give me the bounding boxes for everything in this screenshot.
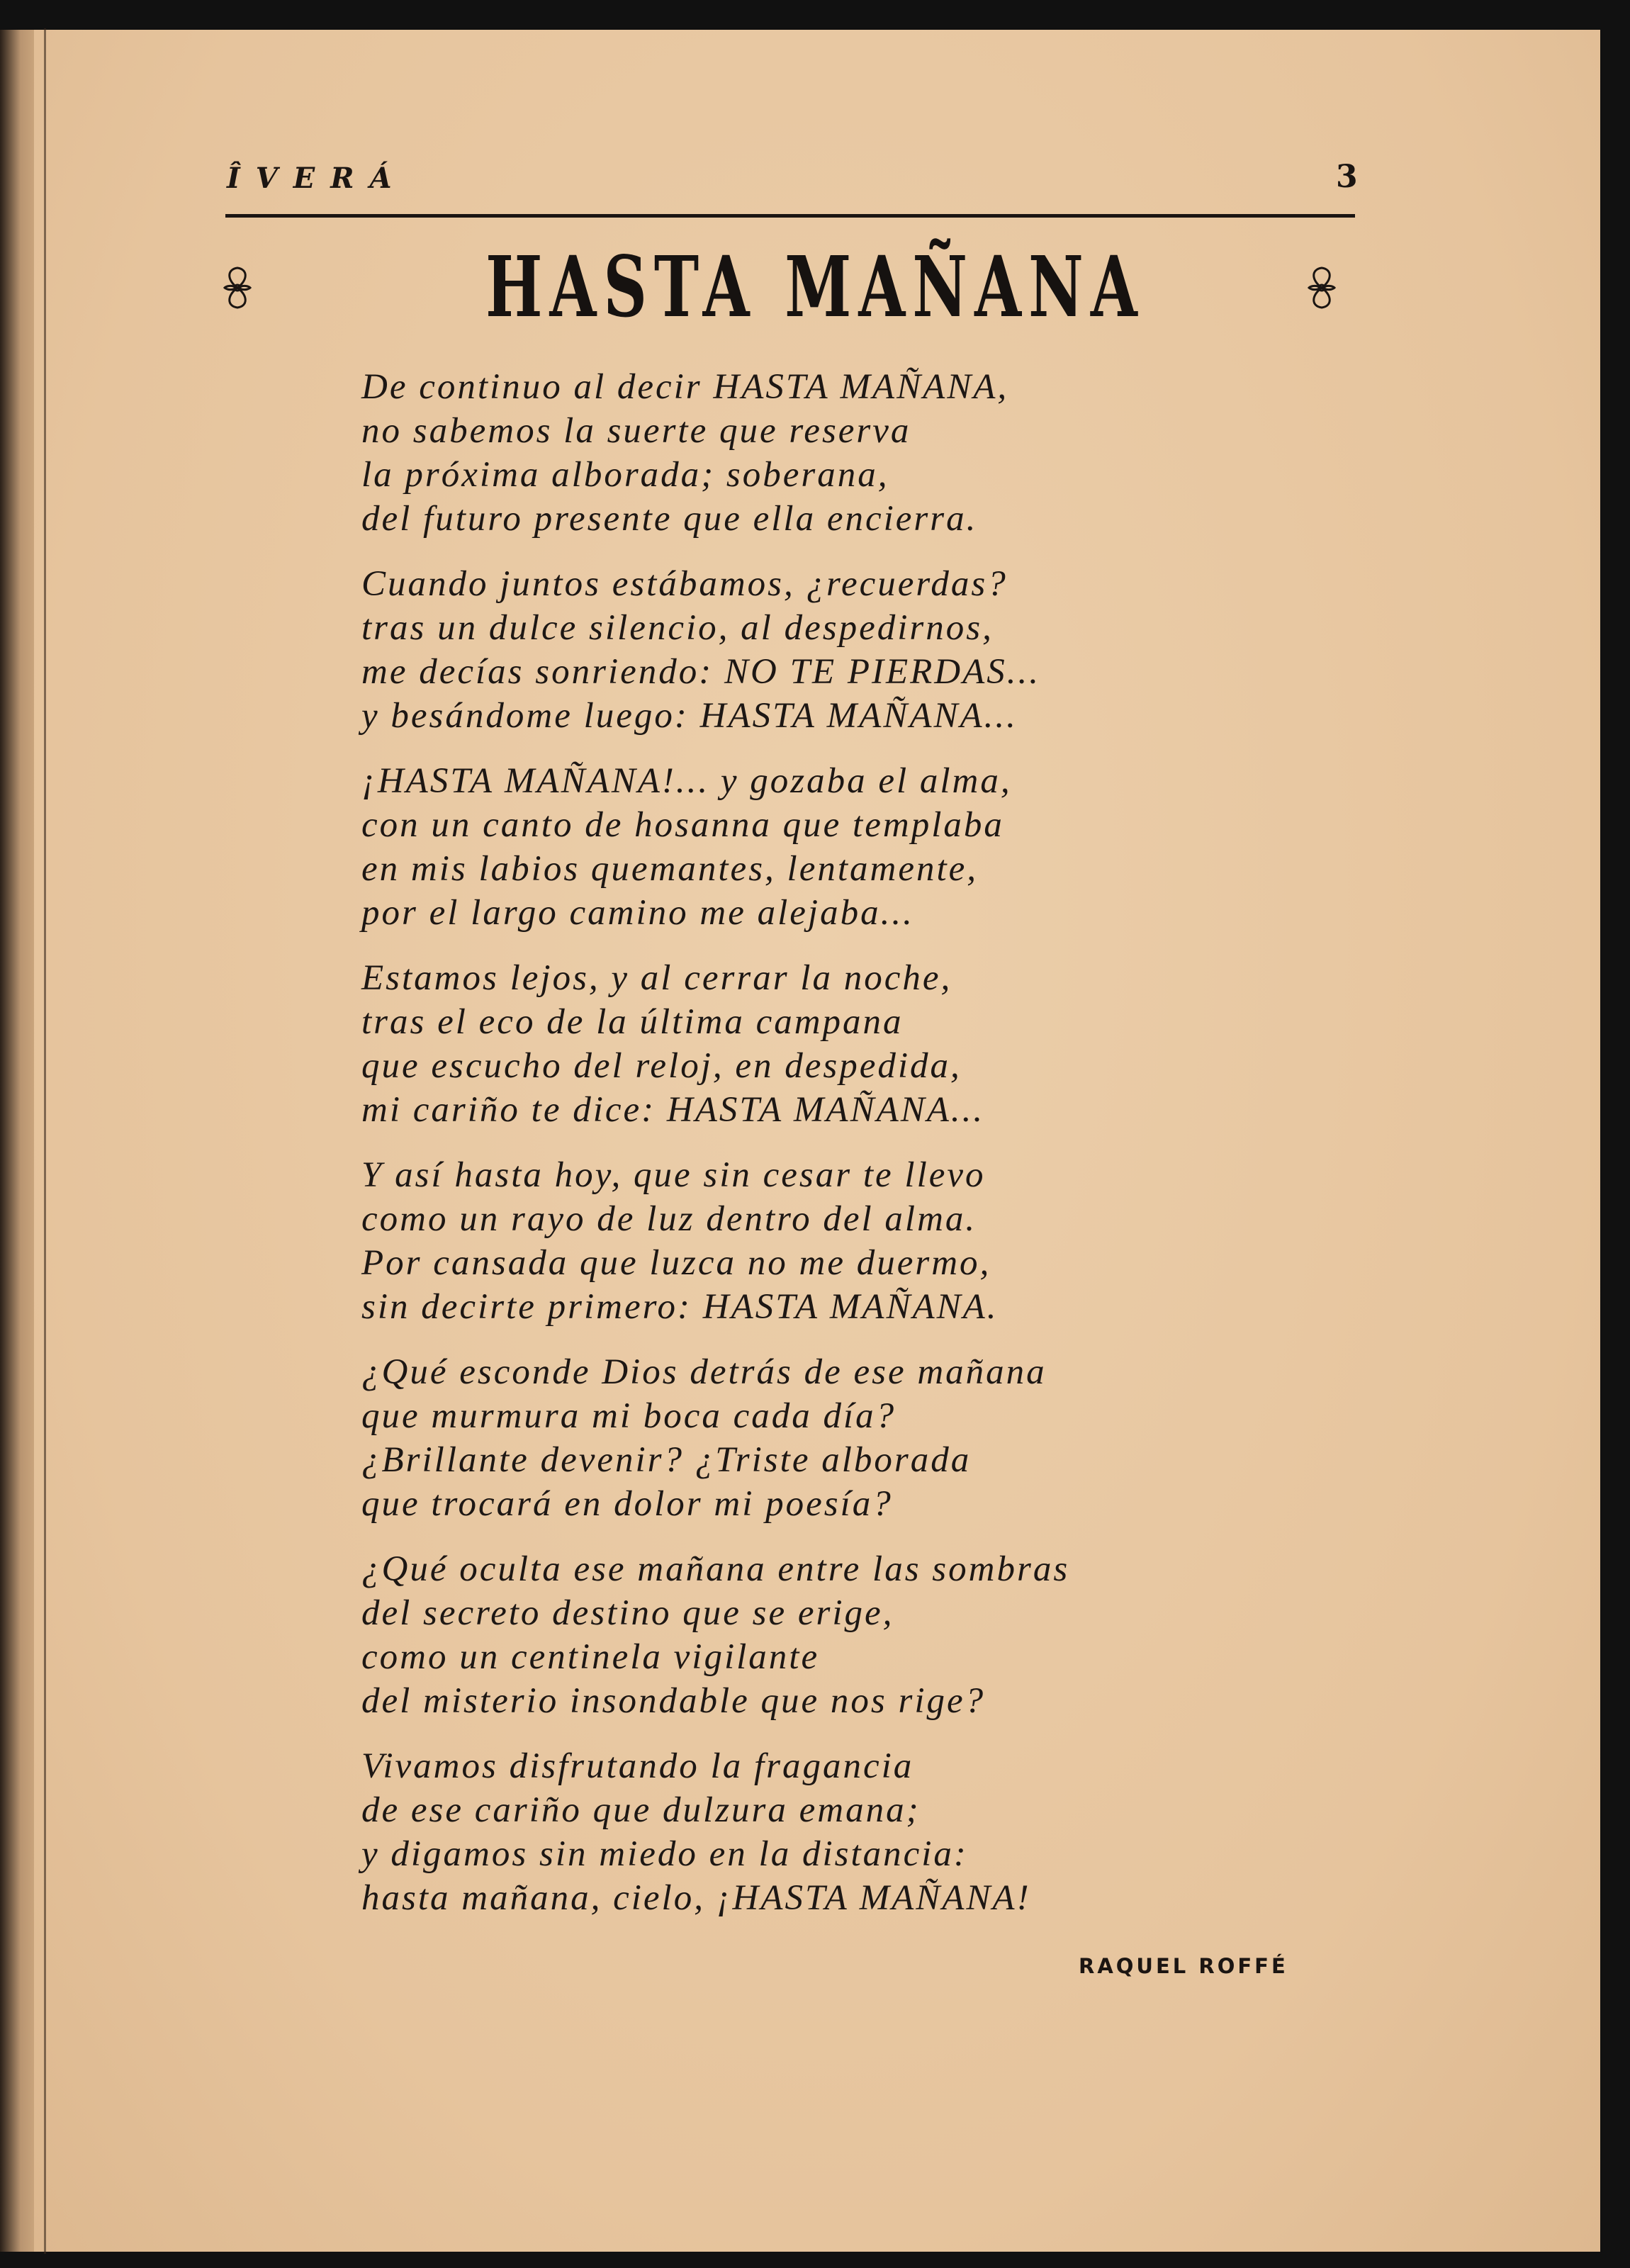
stanza (361, 1744, 1069, 1920)
stanza (361, 365, 1069, 541)
poem-line: De continuo al decir HASTA MAÑANA, (361, 367, 1009, 407)
stanza (361, 759, 1069, 935)
poem-line: la próxima alborada; soberana, (361, 455, 889, 495)
poem-line: tras un dulce silencio, al despedirnos, (361, 608, 994, 648)
poem-line: que trocará en dolor mi poesía? (361, 1484, 893, 1524)
poem-line: como un centinela vigilante (361, 1637, 820, 1677)
poem-line: del futuro presente que ella encierra. (361, 499, 978, 539)
page-binding-edge (0, 30, 34, 2252)
poem-line: sin decirte primero: HASTA MAÑANA. (361, 1287, 999, 1327)
poem-line: y besándome luego: HASTA MAÑANA... (361, 696, 1018, 736)
stanza (361, 1547, 1069, 1723)
binding-fold (44, 28, 46, 2254)
poem-line: de ese cariño que dulzura emana; (361, 1790, 921, 1830)
poem-line: ¡HASTA MAÑANA!... y gozaba el alma, (361, 761, 1012, 801)
poem-line: con un canto de hosanna que templaba (361, 805, 1004, 845)
poem-line: por el largo camino me alejaba... (361, 893, 914, 933)
poem-line: hasta mañana, cielo, ¡HASTA MAÑANA! (361, 1878, 1031, 1918)
floral-ornament-icon (1308, 266, 1336, 310)
stanza (361, 1153, 1069, 1329)
poem-line: del secreto destino que se erige, (361, 1593, 894, 1633)
poem-line: Cuando juntos estábamos, ¿recuerdas? (361, 564, 1008, 604)
poem-line: ¿Qué oculta ese mañana entre las sombras (361, 1549, 1070, 1589)
poem-body (361, 365, 1069, 1941)
poem-line: me decías sonriendo: NO TE PIERDAS... (361, 652, 1041, 692)
poem-line: en mis labios quemantes, lentamente, (361, 849, 979, 889)
poem-line: no sabemos la suerte que reserva (361, 411, 911, 451)
poem-line: ¿Qué esconde Dios detrás de ese mañana (361, 1352, 1047, 1392)
poem-line: Por cansada que luzca no me duermo, (361, 1243, 991, 1283)
poem-line: Vivamos disfrutando la fragancia (361, 1746, 914, 1786)
running-head: ÎVERÁ (227, 162, 408, 195)
poem-line: tras el eco de la última campana (361, 1002, 904, 1042)
poem-title: HASTA MAÑANA (485, 237, 1145, 336)
stanza (361, 562, 1069, 738)
poem-line: Y así hasta hoy, que sin cesar te llevo (361, 1155, 986, 1195)
stanza (361, 1350, 1069, 1526)
poem-line: y digamos sin miedo en la distancia: (361, 1834, 968, 1874)
poem-line: que escucho del reloj, en despedida, (361, 1046, 962, 1086)
poem-line: que murmura mi boca cada día? (361, 1396, 896, 1436)
author-signature: RAQUEL ROFFÉ (1079, 1954, 1288, 1978)
poem-line: Estamos lejos, y al cerrar la noche, (361, 958, 952, 998)
stanza (361, 956, 1069, 1132)
page-number: 3 (1336, 159, 1358, 195)
poem-line: del misterio insondable que nos rige? (361, 1681, 986, 1721)
poem-line: mi cariño te dice: HASTA MAÑANA... (361, 1090, 985, 1130)
poem-line: ¿Brillante devenir? ¿Triste alborada (361, 1440, 972, 1480)
poem-line: como un rayo de luz dentro del alma. (361, 1199, 977, 1239)
header-rule (225, 214, 1355, 218)
